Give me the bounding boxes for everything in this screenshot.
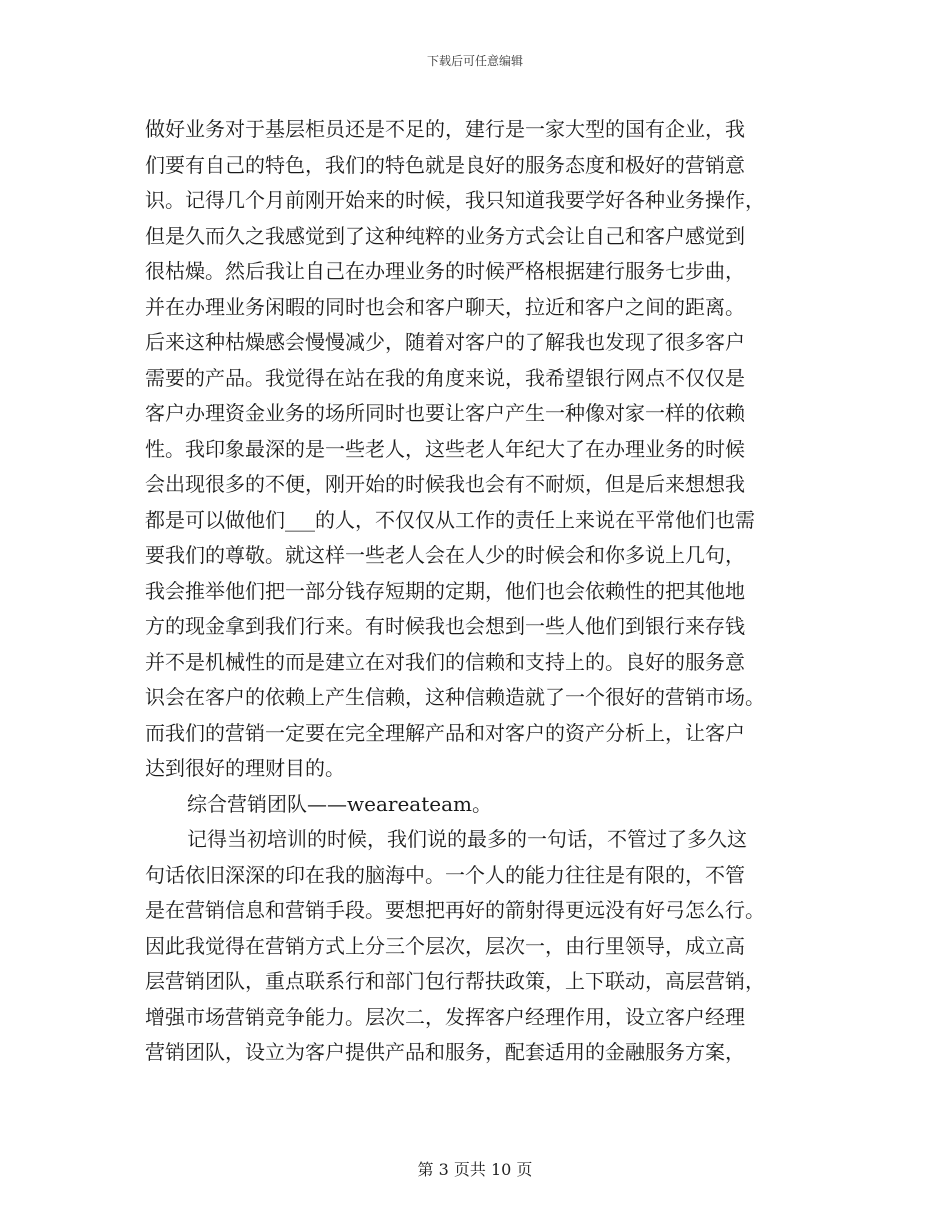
text-line: 做好业务对于基层柜员还是不足的，建行是一家大型的国有企业，我 xyxy=(145,117,745,141)
text-line: 们要有自己的特色，我们的特色就是良好的服务态度和极好的营销意 xyxy=(145,152,745,177)
page-header: 下载后可任意编辑 xyxy=(426,54,523,68)
text-line: 方的现金拿到我们行来。有时候我也会想到一些人他们到银行来存钱 xyxy=(145,614,745,638)
text-line: 增强市场营销竞争能力。层次二，发挥客户经理作用，设立客户经理 xyxy=(145,1004,745,1029)
text-line: 但是久而久之我感觉到了这种纯粹的业务方式会让自己和客户感觉到 xyxy=(145,223,745,248)
document-body xyxy=(145,112,810,1071)
text-line: 客户办理资金业务的场所同时也要让客户产生一种像对家一样的依赖 xyxy=(145,401,745,425)
text-line: 达到很好的理财目的。 xyxy=(145,756,345,780)
text-line: 句话依旧深深的印在我的脑海中。一个人的能力往往是有限的，不管 xyxy=(145,862,745,887)
text-line: 性。我印象最深的是一些老人，这些老人年纪大了在办理业务的时候 xyxy=(145,436,745,461)
text-line: 要我们的尊敬。就这样一些老人会在人少的时候会和你多说上几句， xyxy=(145,543,745,567)
text-line: 都是可以做他们___的人，不仅仅从工作的责任上来说在平常他们也需 xyxy=(145,507,755,532)
text-line: 并不是机械性的而是建立在对我们的信赖和支持上的。良好的服务意 xyxy=(145,649,745,674)
text-line: 是在营销信息和营销手段。要想把再好的箭射得更远没有好弓怎么行。 xyxy=(145,898,765,922)
text-line: 并在办理业务闲暇的同时也会和客户聊天，拉近和客户之间的距离。 xyxy=(145,294,745,319)
text-line: 而我们的营销一定要在完全理解产品和对客户的资产分析上，让客户 xyxy=(145,720,745,745)
section-heading xyxy=(145,787,810,823)
text-line: 层营销团队，重点联系行和部门包行帮扶政策，上下联动，高层营销， xyxy=(145,969,765,993)
page-footer: 第 3 页共 10 页 xyxy=(417,1160,533,1179)
text-line: 因此我觉得在营销方式上分三个层次，层次一，由行里领导，成立高 xyxy=(145,933,745,958)
text-line: 需要的产品。我觉得在站在我的角度来说，我希望银行网点不仅仅是 xyxy=(145,365,745,390)
text-line: 识会在客户的依赖上产生信赖，这种信赖造就了一个很好的营销市场。 xyxy=(145,685,765,709)
text-line: 很枯燥。然后我让自己在办理业务的时候严格根据建行服务七步曲， xyxy=(145,259,745,283)
paragraph xyxy=(145,112,810,787)
text-line: 记得当初培训的时候，我们说的最多的一句话，不管过了多久这 xyxy=(187,827,747,851)
text-line: 营销团队，设立为客户提供产品和服务，配套适用的金融服务方案， xyxy=(145,1040,745,1064)
text-line: 会出现很多的不便，刚开始的时候我也会有不耐烦，但是后来想想我 xyxy=(145,472,745,496)
text-line: 我会推举他们把一部分钱存短期的定期，他们也会依赖性的把其他地 xyxy=(145,578,745,603)
text-line: 综合营销团队——weareateam。 xyxy=(187,791,492,816)
paragraph xyxy=(145,822,810,1071)
text-line: 识。记得几个月前刚开始来的时候，我只知道我要学好各种业务操作， xyxy=(145,188,765,212)
text-line: 后来这种枯燥感会慢慢减少，随着对客户的了解我也发现了很多客户 xyxy=(145,330,745,354)
